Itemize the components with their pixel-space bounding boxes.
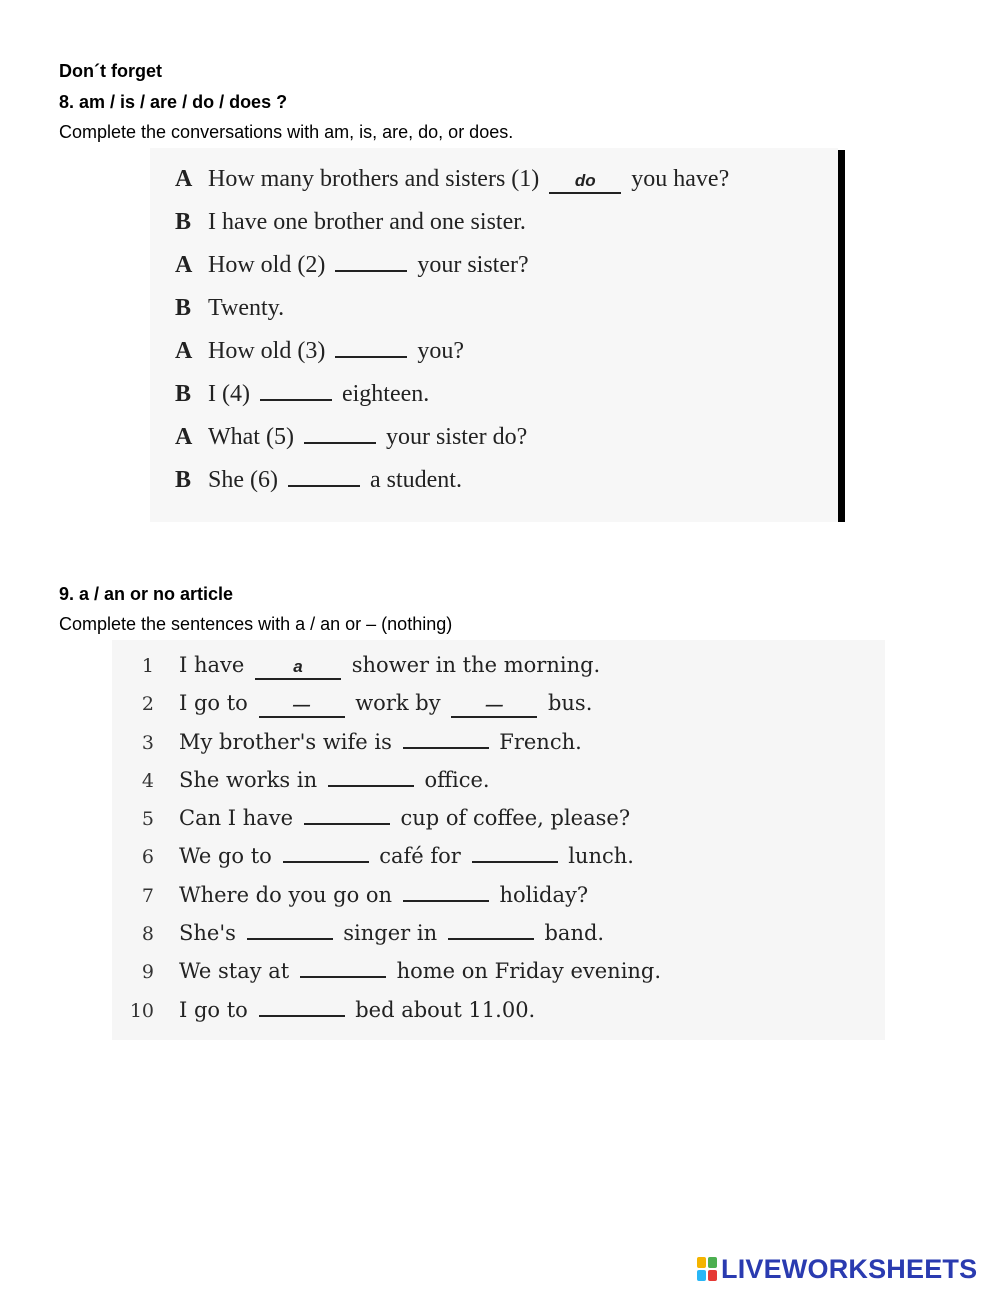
sentence-list bbox=[112, 646, 661, 1029]
speaker-label: B bbox=[175, 209, 192, 235]
line-text-before: She (6) bbox=[208, 467, 278, 493]
sentence-text: We stay at bbox=[179, 959, 290, 984]
conversation-line bbox=[175, 332, 729, 375]
line-text-after: your sister do? bbox=[385, 424, 528, 450]
sentence-number: 7 bbox=[141, 884, 154, 907]
line-text-before: How old (2) bbox=[208, 252, 326, 278]
logo-tiles-icon bbox=[697, 1257, 717, 1281]
speaker-label: B bbox=[175, 295, 192, 321]
line-text: Twenty. bbox=[208, 295, 285, 321]
sentence-text: We go to bbox=[179, 844, 272, 869]
speaker-label: A bbox=[175, 252, 193, 278]
line-text-after: eighteen. bbox=[341, 381, 430, 407]
speaker-label: B bbox=[175, 381, 192, 407]
sentence-text: work by bbox=[355, 691, 441, 716]
speaker-label: A bbox=[175, 338, 193, 364]
sentence-number: 2 bbox=[141, 693, 154, 716]
line-text-after: you have? bbox=[631, 166, 730, 192]
sentence-number: 3 bbox=[141, 731, 154, 754]
sentence-text: She works in bbox=[179, 767, 318, 792]
sentence-text: I go to bbox=[179, 691, 248, 716]
sentence-text: shower in the morning. bbox=[351, 653, 601, 677]
answer-blank[interactable] bbox=[247, 916, 333, 940]
answer-blank[interactable] bbox=[304, 420, 376, 444]
conversation-line bbox=[175, 160, 729, 203]
sentence-number: 6 bbox=[141, 846, 154, 869]
liveworksheets-logo bbox=[697, 1253, 977, 1285]
answer-blank[interactable] bbox=[304, 801, 390, 825]
exercise9-title: 9. a / an or no article bbox=[59, 584, 234, 604]
answer-blank[interactable]: — bbox=[259, 694, 345, 718]
sentence-number: 5 bbox=[141, 808, 154, 831]
sentence-number: 10 bbox=[129, 999, 154, 1022]
sentence-text: cup of coffee, please? bbox=[400, 806, 631, 831]
sentence-text: café for bbox=[379, 844, 461, 869]
sentence-text: holiday? bbox=[499, 882, 589, 907]
sentence-item bbox=[112, 646, 661, 684]
reminder-heading: Don´t forget bbox=[59, 61, 162, 81]
sentence-number: 1 bbox=[141, 655, 154, 677]
answer-blank[interactable] bbox=[300, 954, 386, 978]
sentence-text: French. bbox=[499, 729, 582, 754]
sentence-item bbox=[112, 761, 661, 799]
sentence-number: 8 bbox=[141, 923, 154, 946]
answer-blank[interactable] bbox=[260, 377, 332, 401]
exercise8-title: 8. am / is / are / do / does ? bbox=[59, 92, 288, 112]
line-text-after: a student. bbox=[369, 467, 462, 493]
line-text-after: you? bbox=[417, 338, 464, 364]
answer-blank[interactable] bbox=[448, 916, 534, 940]
line-text-before: How old (3) bbox=[208, 338, 326, 364]
sentence-text: singer in bbox=[343, 921, 438, 946]
sentence-text: She's bbox=[179, 921, 236, 946]
sentence-text: office. bbox=[424, 767, 490, 792]
sentence-text: lunch. bbox=[568, 844, 634, 869]
conversation-line bbox=[175, 461, 729, 504]
answer-blank[interactable] bbox=[472, 839, 558, 863]
sentence-text: Can I have bbox=[179, 806, 294, 831]
speaker-label: A bbox=[175, 166, 193, 192]
sentence-item bbox=[112, 914, 661, 952]
exercise9-instruction: Complete the sentences with a / an or – (nothing) bbox=[59, 614, 453, 634]
sentence-text: bus. bbox=[547, 691, 593, 716]
answer-blank[interactable] bbox=[259, 993, 345, 1017]
answer-blank[interactable]: do bbox=[549, 170, 621, 194]
divider-bar bbox=[838, 150, 845, 522]
answer-blank[interactable] bbox=[288, 463, 360, 487]
answer-blank[interactable] bbox=[283, 839, 369, 863]
answer-blank[interactable] bbox=[403, 878, 489, 902]
sentence-text: I go to bbox=[179, 997, 248, 1022]
speaker-label: A bbox=[175, 424, 193, 450]
line-text-before: I (4) bbox=[208, 381, 250, 407]
sentence-item bbox=[112, 723, 661, 761]
answer-blank[interactable] bbox=[328, 763, 414, 787]
sentence-text: band. bbox=[544, 921, 605, 946]
speaker-label: B bbox=[175, 467, 192, 493]
answer-blank[interactable] bbox=[335, 248, 407, 272]
conversation bbox=[175, 160, 729, 504]
conversation-line bbox=[175, 418, 729, 461]
answer-blank[interactable]: — bbox=[451, 694, 537, 718]
conversation-line bbox=[175, 375, 729, 418]
logo-text: LIVEWORKSHEETS bbox=[721, 1253, 978, 1284]
line-text-before: How many brothers and sisters (1) bbox=[208, 166, 540, 192]
sentence-item bbox=[112, 799, 661, 837]
sentence-item bbox=[112, 991, 661, 1029]
line-text-before: What (5) bbox=[208, 424, 294, 450]
sentence-text: Where do you go on bbox=[179, 882, 393, 907]
line-text-after: your sister? bbox=[417, 252, 529, 278]
conversation-line bbox=[175, 203, 729, 246]
answer-blank[interactable]: a bbox=[255, 656, 341, 680]
sentence-item bbox=[112, 876, 661, 914]
exercise8-instruction: Complete the conversations with am, is, are, do, or does. bbox=[59, 122, 514, 142]
sentence-text: home on Friday evening. bbox=[396, 959, 662, 984]
sentence-text: My brother's wife is bbox=[179, 729, 392, 754]
sentence-text: bed about 11.00. bbox=[355, 997, 536, 1022]
line-text: I have one brother and one sister. bbox=[208, 209, 526, 235]
sentence-item bbox=[112, 684, 661, 722]
conversation-line bbox=[175, 246, 729, 289]
sentence-text: I have bbox=[179, 653, 245, 677]
sentence-number: 4 bbox=[141, 769, 154, 792]
sentence-number: 9 bbox=[141, 961, 154, 984]
conversation-line bbox=[175, 289, 729, 332]
answer-blank[interactable] bbox=[335, 334, 407, 358]
answer-blank[interactable] bbox=[403, 725, 489, 749]
sentence-item bbox=[112, 837, 661, 875]
sentence-item bbox=[112, 952, 661, 990]
